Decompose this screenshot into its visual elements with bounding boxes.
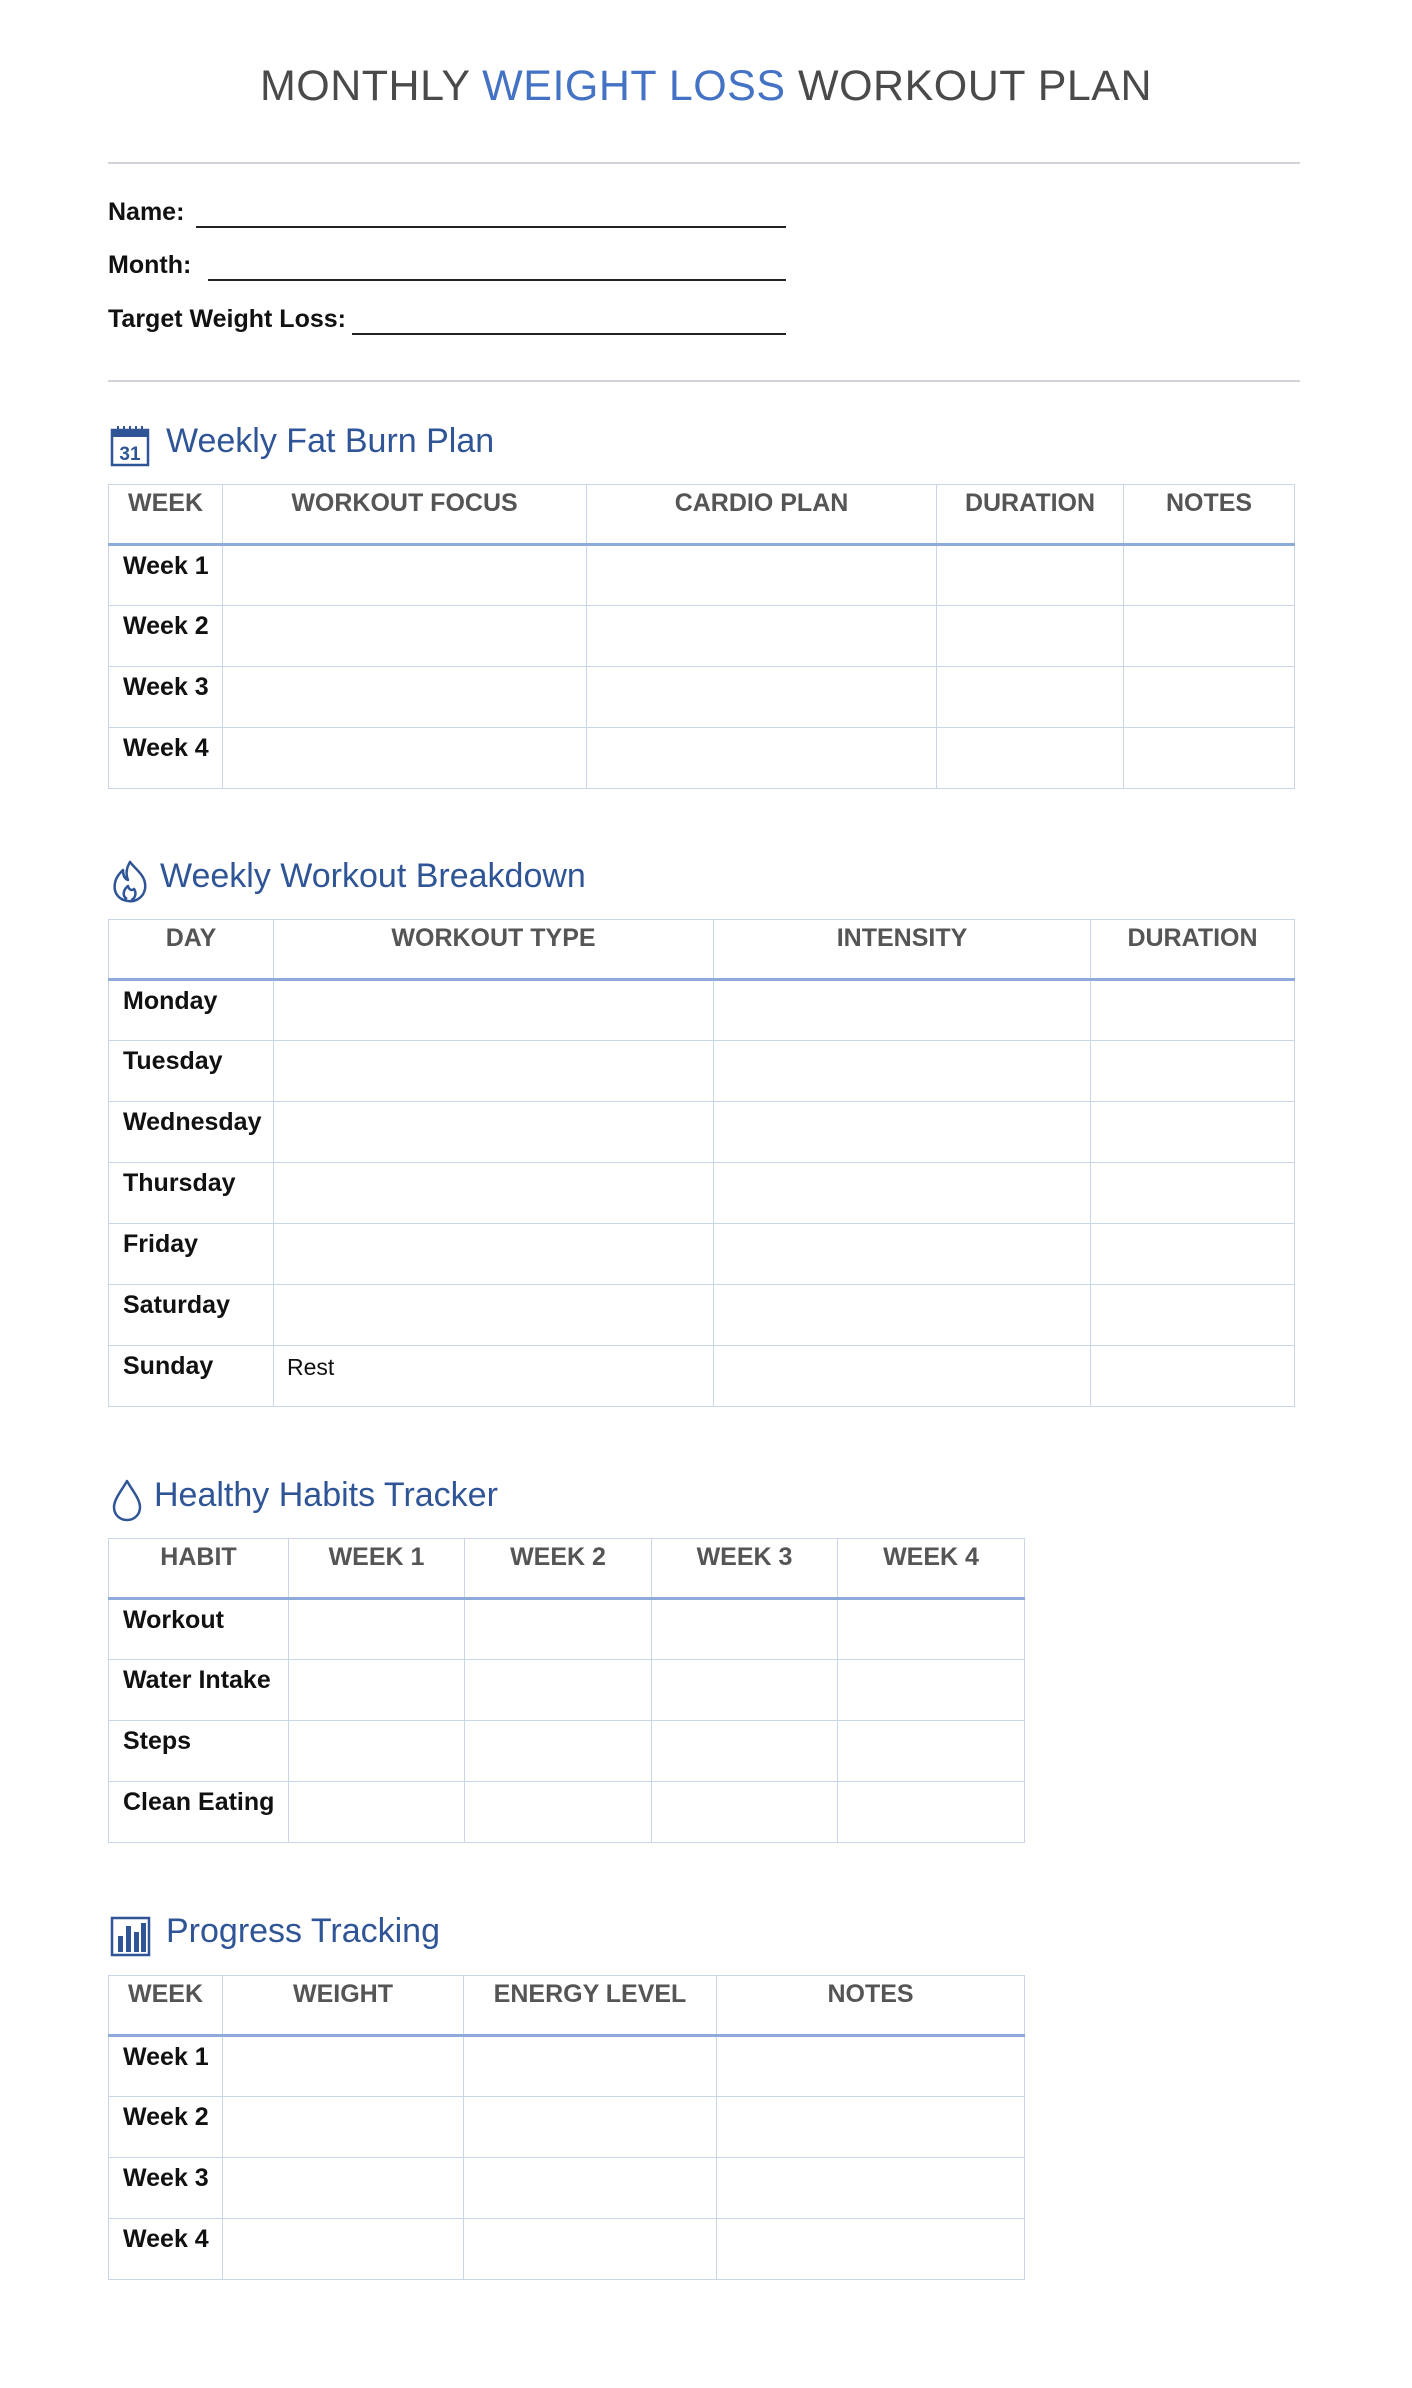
table-cell[interactable] — [289, 1660, 465, 1721]
name-label: Name: — [108, 198, 185, 226]
header-week: WEEK — [109, 1976, 223, 2036]
row-label: Week 3 — [109, 667, 223, 728]
table-row — [109, 728, 1295, 789]
table-row — [109, 2097, 1025, 2158]
header-notes: NOTES — [717, 1976, 1025, 2036]
table-row — [109, 1163, 1295, 1224]
row-label: Sunday — [109, 1346, 274, 1407]
table-row — [109, 2219, 1025, 2280]
table-cell[interactable] — [838, 1721, 1025, 1782]
table-cell[interactable] — [652, 1782, 838, 1843]
table-row — [109, 1599, 1025, 1660]
table-row — [109, 545, 1295, 606]
table-cell[interactable] — [289, 1599, 465, 1660]
table-cell[interactable] — [1124, 545, 1295, 606]
progress-title: Progress Tracking — [166, 1912, 440, 1950]
divider-bottom — [108, 380, 1300, 382]
bar-chart-icon — [110, 1914, 152, 1958]
month-label: Month: — [108, 251, 192, 279]
header-intensity: INTENSITY — [714, 920, 1091, 980]
table-cell[interactable] — [464, 2158, 717, 2219]
table-cell[interactable] — [274, 1224, 714, 1285]
header-duration: DURATION — [937, 485, 1124, 545]
row-label: Thursday — [109, 1163, 274, 1224]
title-part-2: WORKOUT PLAN — [785, 62, 1153, 110]
row-label: Week 4 — [109, 2219, 223, 2280]
table-cell[interactable] — [274, 1102, 714, 1163]
row-label: Steps — [109, 1721, 289, 1782]
row-label: Week 2 — [109, 606, 223, 667]
month-field[interactable] — [108, 251, 788, 285]
fat-burn-title: Weekly Fat Burn Plan — [166, 422, 495, 460]
table-cell[interactable] — [587, 667, 937, 728]
habits-table — [108, 1538, 1025, 1843]
table-row — [109, 1346, 1295, 1407]
name-line[interactable] — [196, 226, 786, 228]
table-cell[interactable] — [937, 606, 1124, 667]
progress-header — [110, 1912, 810, 1960]
table-cell[interactable] — [714, 1285, 1091, 1346]
progress-table — [108, 1975, 1025, 2280]
table-cell[interactable] — [714, 1163, 1091, 1224]
table-cell[interactable] — [223, 545, 587, 606]
table-cell[interactable] — [717, 2036, 1025, 2097]
table-cell[interactable] — [1091, 1163, 1295, 1224]
calendar-icon-number: 31 — [119, 444, 141, 465]
target-weight-line[interactable] — [352, 333, 786, 335]
row-label: Tuesday — [109, 1041, 274, 1102]
table-row — [109, 1041, 1295, 1102]
table-row — [109, 1102, 1295, 1163]
divider-top — [108, 162, 1300, 164]
table-cell[interactable] — [223, 2219, 464, 2280]
breakdown-header — [110, 857, 810, 905]
table-cell[interactable] — [1124, 606, 1295, 667]
table-cell[interactable] — [714, 1102, 1091, 1163]
header-notes: NOTES — [1124, 485, 1295, 545]
header-week-3: WEEK 3 — [652, 1539, 838, 1599]
header-duration: DURATION — [1091, 920, 1295, 980]
water-drop-icon — [110, 1478, 144, 1522]
table-cell[interactable] — [223, 2158, 464, 2219]
header-workout-focus: WORKOUT FOCUS — [223, 485, 587, 545]
table-row — [109, 606, 1295, 667]
table-cell[interactable] — [717, 2158, 1025, 2219]
table-cell[interactable] — [1124, 667, 1295, 728]
table-cell[interactable] — [223, 667, 587, 728]
row-label: Water Intake — [109, 1660, 289, 1721]
table-cell[interactable] — [1091, 1346, 1295, 1407]
breakdown-title: Weekly Workout Breakdown — [160, 857, 586, 895]
table-row — [109, 1721, 1025, 1782]
header-week-4: WEEK 4 — [838, 1539, 1025, 1599]
header-weight: WEIGHT — [223, 1976, 464, 2036]
table-row — [109, 1224, 1295, 1285]
table-cell[interactable] — [587, 545, 937, 606]
month-line[interactable] — [208, 279, 786, 281]
header-energy-level: ENERGY LEVEL — [464, 1976, 717, 2036]
table-cell[interactable] — [714, 1224, 1091, 1285]
header-day: DAY — [109, 920, 274, 980]
habits-title: Healthy Habits Tracker — [154, 1476, 498, 1514]
title-accent: WEIGHT LOSS — [482, 62, 786, 110]
table-cell[interactable] — [464, 2219, 717, 2280]
target-weight-label: Target Weight Loss: — [108, 305, 346, 333]
fat-burn-header — [110, 422, 810, 470]
fat-burn-table — [108, 484, 1295, 789]
row-label: Clean Eating — [109, 1782, 289, 1843]
flame-icon — [110, 859, 152, 903]
table-cell[interactable] — [1091, 1285, 1295, 1346]
row-label: Week 4 — [109, 728, 223, 789]
table-cell[interactable] — [714, 1041, 1091, 1102]
row-label: Week 2 — [109, 2097, 223, 2158]
table-cell[interactable] — [1124, 728, 1295, 789]
table-cell[interactable] — [838, 1782, 1025, 1843]
habits-header — [110, 1476, 810, 1524]
page-title — [0, 62, 1412, 111]
row-label: Saturday — [109, 1285, 274, 1346]
table-cell[interactable] — [223, 2097, 464, 2158]
table-cell[interactable] — [464, 2036, 717, 2097]
table-cell[interactable] — [714, 980, 1091, 1041]
table-row — [109, 1782, 1025, 1843]
name-field[interactable] — [108, 198, 788, 232]
table-cell[interactable] — [465, 1599, 652, 1660]
table-cell[interactable] — [587, 728, 937, 789]
table-cell[interactable] — [838, 1599, 1025, 1660]
sunday-workout-type[interactable]: Rest — [274, 1346, 714, 1407]
table-cell[interactable] — [1091, 980, 1295, 1041]
header-week-2: WEEK 2 — [465, 1539, 652, 1599]
table-cell[interactable] — [274, 980, 714, 1041]
row-label: Week 3 — [109, 2158, 223, 2219]
table-row — [109, 2158, 1025, 2219]
table-cell[interactable] — [223, 606, 587, 667]
table-cell[interactable] — [1091, 1102, 1295, 1163]
table-cell[interactable] — [714, 1346, 1091, 1407]
table-cell[interactable] — [289, 1721, 465, 1782]
row-label: Workout — [109, 1599, 289, 1660]
header-habit: HABIT — [109, 1539, 289, 1599]
table-cell[interactable] — [465, 1721, 652, 1782]
table-cell[interactable] — [289, 1782, 465, 1843]
table-cell[interactable] — [717, 2097, 1025, 2158]
row-label: Wednesday — [109, 1102, 274, 1163]
table-cell[interactable] — [937, 667, 1124, 728]
table-cell[interactable] — [465, 1660, 652, 1721]
table-cell[interactable] — [652, 1599, 838, 1660]
target-weight-field[interactable] — [108, 305, 788, 339]
header-week: WEEK — [109, 485, 223, 545]
table-cell[interactable] — [465, 1782, 652, 1843]
breakdown-table — [108, 919, 1295, 1407]
table-row — [109, 980, 1295, 1041]
table-cell[interactable] — [652, 1660, 838, 1721]
table-cell[interactable] — [717, 2219, 1025, 2280]
header-workout-type: WORKOUT TYPE — [274, 920, 714, 980]
title-part-1: MONTHLY — [259, 62, 483, 110]
row-label: Monday — [109, 980, 274, 1041]
table-cell[interactable] — [587, 606, 937, 667]
row-label: Week 1 — [109, 2036, 223, 2097]
table-cell[interactable] — [274, 1285, 714, 1346]
table-cell[interactable] — [652, 1721, 838, 1782]
table-cell[interactable] — [223, 2036, 464, 2097]
table-cell[interactable] — [274, 1163, 714, 1224]
table-cell[interactable] — [274, 1041, 714, 1102]
table-cell[interactable] — [1091, 1041, 1295, 1102]
row-label: Friday — [109, 1224, 274, 1285]
table-cell[interactable] — [223, 728, 587, 789]
calendar-icon — [110, 424, 152, 468]
row-label: Week 1 — [109, 545, 223, 606]
table-row — [109, 667, 1295, 728]
header-cardio-plan: CARDIO PLAN — [587, 485, 937, 545]
table-row — [109, 1285, 1295, 1346]
table-row — [109, 1660, 1025, 1721]
table-cell[interactable] — [464, 2097, 717, 2158]
table-cell[interactable] — [937, 728, 1124, 789]
table-cell[interactable] — [838, 1660, 1025, 1721]
table-cell[interactable] — [937, 545, 1124, 606]
table-row — [109, 2036, 1025, 2097]
table-cell[interactable] — [1091, 1224, 1295, 1285]
header-week-1: WEEK 1 — [289, 1539, 465, 1599]
